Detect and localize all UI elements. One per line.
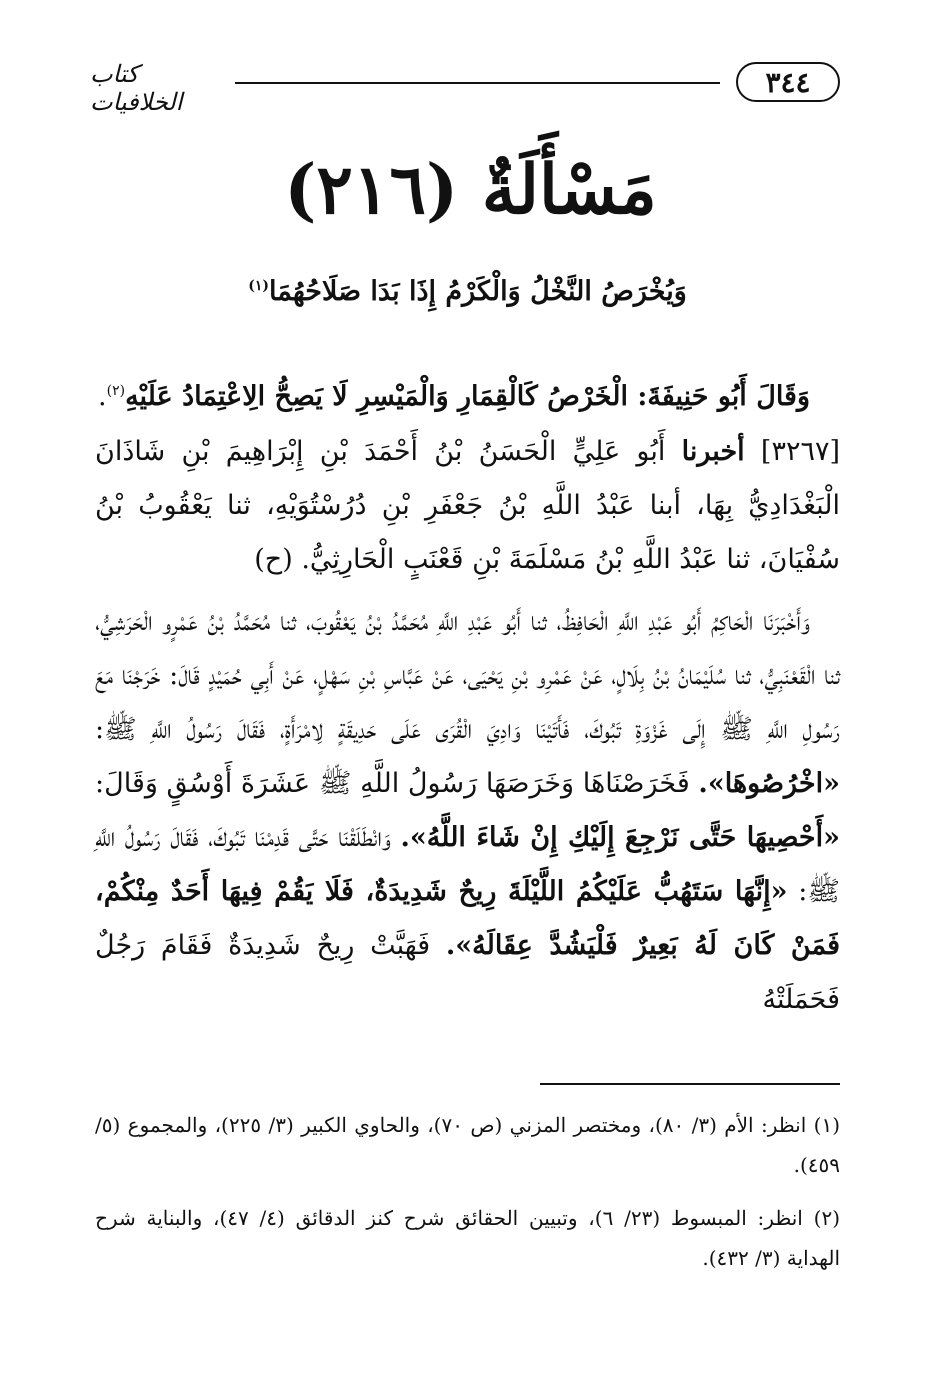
prophet-quote-1: «اخْرُصُوهَا».: [698, 768, 841, 799]
footnote-separator: [540, 1083, 840, 1085]
footnote-2: [95, 1198, 840, 1278]
hadith-part-4: فَهَبَّتْ رِيحٌ شَدِيدَةٌ فَقَامَ رَجُلٌ فَحَمَلَتْهُ: [95, 930, 840, 1015]
hanafi-view-paragraph: [95, 370, 840, 424]
isnad-paragraph: [95, 425, 840, 587]
akhbarana-keyword: أخبرنا: [681, 436, 745, 467]
footnote-1-number: (١): [813, 1113, 840, 1137]
footnote-1-text: انظر: الأم (٣/ ٨٠)، ومختصر المزني (ص ٧٠)، والحاوي الكبير (٣/ ٢٢٥)، والمجموع (٥/ ٤٥٩).: [95, 1113, 840, 1177]
hadith-paragraph: [95, 595, 840, 1027]
hadith-part-2: فَخَرَصْنَاهَا وَخَرَصَهَا رَسُولُ اللَّهِ ﷺ عَشَرَةَ أَوْسُقٍ وَقَالَ:: [95, 768, 690, 799]
isnad-text: أَبُو عَلِيٍّ الْحَسَنُ بْنُ أَحْمَدَ بْنِ إِبْرَاهِيمَ بْنِ شَاذَانَ الْبَغْدَادِيُّ بِهَا، أبنا عَبْدُ اللَّهِ بْنُ جَعْفَرِ بْنِ دُرُسْتُوَيْهِ، ثنا يَعْقُوبُ بْنُ سُفْيَانَ، ثنا عَبْدُ اللَّهِ بْنُ مَسْلَمَةَ بْنِ قَعْنَبٍ الْحَارِثِيُّ.: [95, 436, 840, 575]
footnote-2-number: (٢): [813, 1206, 841, 1230]
running-title: كتاب الخلافيات: [90, 60, 183, 116]
hanafi-view-end: .: [98, 381, 107, 412]
hadith-part-3: وَانْطَلَقْنَا حَتَّى قَدِمْنَا تَبُوكَ، فَقَالَ رَسُولُ اللَّهِ ﷺ:: [95, 822, 840, 907]
hanafi-view-text: وَقَالَ أَبُو حَنِيفَةَ: الْخَرْصُ كَالْقِمَارِ وَالْمَيْسِرِ لَا يَصِحُّ الِاعْتِمَادُ عَلَيْهِ: [125, 381, 810, 412]
masala-title: مَسْأَلَةٌ (٢١٦): [284, 150, 657, 230]
footnote-ref-1[interactable]: (١): [248, 278, 269, 294]
prophet-quote-3: «إِنَّهَا سَتَهُبُّ عَلَيْكُمُ اللَّيْلَةَ رِيحٌ شَدِيدَةٌ، فَلَا يَقُمْ فِيهَا أَحَدٌ مِنْكُمْ، فَمَنْ كَانَ لَهُ بَعِيرٌ فَلْيَشُدَّ عِقَالَهُ».: [95, 876, 840, 961]
footnote-2-text: انظر: المبسوط (٢٣/ ٦)، وتبيين الحقائق شرح كنز الدقائق (٤/ ٤٧)، والبناية شرح الهداية (٣/ ٤٣٢).: [95, 1206, 840, 1270]
page-number: ٣٤٤: [736, 62, 840, 102]
prophet-quote-2: «أَحْصِيهَا حَتَّى نَرْجِعَ إِلَيْكِ إِنْ شَاءَ اللَّهُ».: [400, 822, 840, 853]
hadith-part-1: وَأَخْبَرَنَا الْحَاكِمُ أَبُو عَبْدِ اللَّهِ الْحَافِظُ، ثنا أَبُو عَبْدِ اللَّهِ مُحَمَّدُ بْنُ يَعْقُوبَ، ثنا مُحَمَّدُ بْنُ عَمْرٍو الْحَرَشِيُّ، ثنا الْقَعْنَبِيُّ، ثنا سُلَيْمَانُ بْنُ بِلَالٍ، عَنْ عَمْرِو بْنِ يَحْيَى، عَنْ عَبَّاسِ بْنِ سَهْلٍ، عَنْ أَبِي حُمَيْدٍ قَالَ: خَرَجْنَا مَعَ رَسُولِ اللَّهِ ﷺ إِلَى غَزْوَةِ تَبُوكَ، فَأَتَيْنَا وَادِيَ الْقُرَى عَلَى حَدِيقَةٍ لِامْرَأَةٍ، فَقَالَ رَسُولُ اللَّهِ ﷺ:: [95, 606, 840, 745]
masala-statement: [95, 265, 840, 319]
masala-text: وَيُخْرَصُ النَّخْلُ وَالْكَرْمُ إِذَا بَدَا صَلَاحُهُمَا: [268, 276, 687, 307]
hadith-number: [٣٢٦٧]: [760, 436, 840, 467]
header-rule: [235, 82, 720, 84]
page-header: [90, 50, 840, 116]
footnote-ref-2[interactable]: (٢): [106, 383, 126, 399]
footnote-1: [95, 1105, 840, 1185]
tahwil-mark: (ح): [254, 544, 293, 575]
